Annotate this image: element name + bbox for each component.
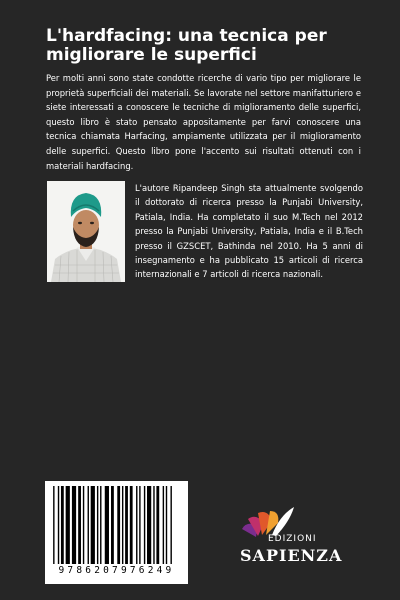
barcode-bar — [122, 486, 123, 564]
barcode-bar — [117, 486, 120, 564]
barcode-bar — [170, 486, 171, 564]
barcode-bar — [163, 486, 164, 564]
barcode-bar — [78, 486, 81, 564]
barcode-bar — [72, 486, 76, 564]
barcode-bar — [153, 486, 154, 564]
barcode-bar — [147, 486, 151, 564]
book-title: L'hardfacing: una tecnica per migliorare le superfici — [46, 26, 327, 65]
barcode-bar — [53, 486, 54, 564]
barcode-bar — [61, 486, 64, 564]
barcode-bar — [91, 486, 95, 564]
barcode-bar — [105, 486, 109, 564]
publisher-name-line2: SAPIENZA — [240, 546, 343, 565]
barcode-bar — [100, 486, 101, 564]
barcode-bar — [88, 486, 89, 564]
barcode-bar — [136, 486, 137, 564]
barcode-bar — [156, 486, 159, 564]
barcode-bar — [97, 486, 98, 564]
isbn-number: 9786207976249 — [58, 565, 175, 576]
barcode-bar — [58, 486, 59, 564]
publisher-name-line1: EDIZIONI — [268, 534, 317, 544]
author-bio: L'autore Ripandeep Singh sta attualmente svolgendo il dottorato di ricerca presso la Punjabi University, Patiala, India. Ha completato il suo M.Tech nel 2012 presso la Punjabi University, Patiala, India e il B.Tech presso il GZSCET, Bathinda nel 2010. Ha 5 anni di insegnamento e ha pubblicato 15 articoli di ricerca internazionali e 7 articoli di ricerca nazionali. — [135, 183, 363, 280]
barcode-bar — [130, 486, 133, 564]
barcode-bar — [111, 486, 114, 564]
barcode-bar — [139, 486, 140, 564]
book-description: Per molti anni sono state condotte ricerche di vario tipo per migliorare le proprietà superficiali dei materiali. Se lavorate nel settore manifatturiero e siete interessati a conoscere le tecniche di miglioramento delle superfici, questo libro è stato pensato appositamente per farvi conoscere una tecnica chiamata Harfacing, ampiamente utilizzata per il miglioramento delle superfici. Questo libro pone l'accento sui risultati ottenuti con i materiali hardfacing. — [46, 73, 361, 171]
isbn-barcode — [45, 481, 188, 584]
barcode-bar — [166, 486, 167, 564]
barcode-bar — [144, 486, 145, 564]
barcode-bar — [66, 486, 70, 564]
barcode-bar — [125, 486, 128, 564]
barcode-bar — [83, 486, 84, 564]
author-photo — [47, 181, 125, 282]
